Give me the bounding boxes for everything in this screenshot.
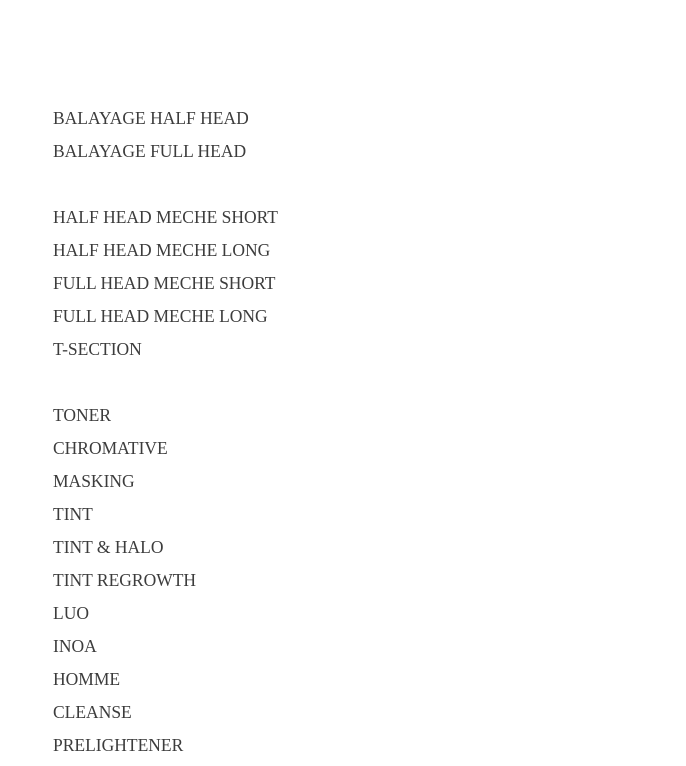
list-item: HOMME (53, 669, 121, 689)
list-item: PRELIGHTENER (53, 735, 184, 755)
list-item: HALF HEAD MECHE SHORT (53, 207, 278, 227)
group-spacer (53, 172, 278, 205)
list-item: TINT (53, 504, 93, 524)
list-item: FULL HEAD MECHE LONG (53, 306, 268, 326)
service-list (53, 106, 278, 766)
list-item: BALAYAGE FULL HEAD (53, 141, 247, 161)
list-item: TINT REGROWTH (53, 570, 197, 590)
list-item: MASKING (53, 471, 135, 491)
list-item: INOA (53, 636, 97, 656)
list-item: HALF HEAD MECHE LONG (53, 240, 271, 260)
group-spacer (53, 370, 278, 403)
list-item: T-SECTION (53, 339, 142, 359)
list-item: CHROMATIVE (53, 438, 168, 458)
list-item: FULL HEAD MECHE SHORT (53, 273, 276, 293)
list-item: BALAYAGE HALF HEAD (53, 108, 249, 128)
list-item: LUO (53, 603, 89, 623)
list-item: CLEANSE (53, 702, 132, 722)
list-item: TONER (53, 405, 112, 425)
list-item: TINT & HALO (53, 537, 164, 557)
